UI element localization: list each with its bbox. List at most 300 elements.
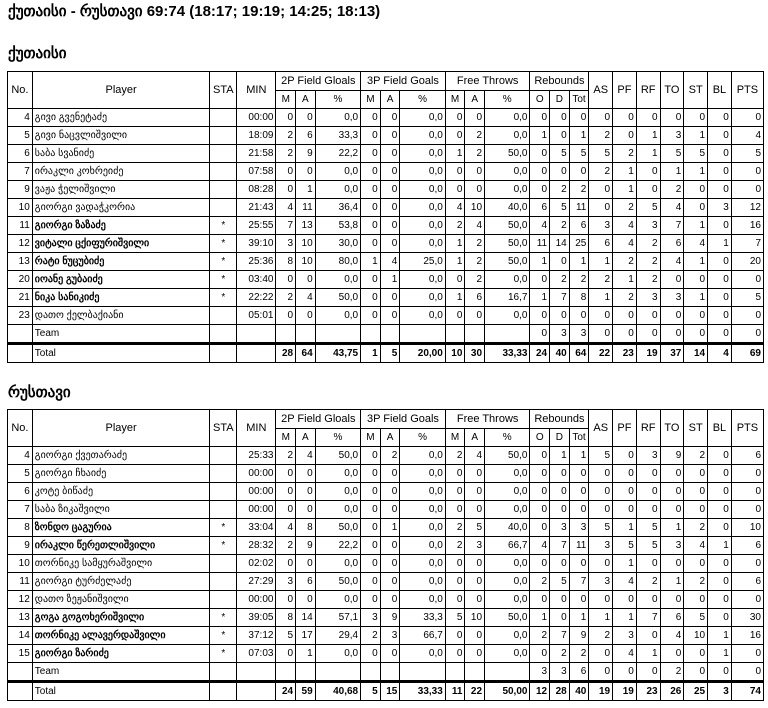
starter-mark: * xyxy=(210,271,237,289)
cell-3p-pct: 20,00 xyxy=(400,344,445,363)
cell-2p-a: 1 xyxy=(296,645,316,663)
cell-ft-m: 1 xyxy=(445,253,465,271)
cell-ft-a: 0 xyxy=(465,465,485,483)
cell-ft-a: 10 xyxy=(465,609,485,627)
player-row xyxy=(8,501,764,519)
cell-st: 0 xyxy=(684,181,708,199)
cell-st: 4 xyxy=(684,235,708,253)
cell-2p-a: 9 xyxy=(296,537,316,555)
cell-reb-tot: 0 xyxy=(569,109,589,127)
cell-2p-a: 6 xyxy=(296,573,316,591)
cell-bl: 0 xyxy=(708,483,732,501)
table-body xyxy=(8,447,764,701)
cell-reb-d: 7 xyxy=(550,289,570,307)
cell-2p-pct: 29,4 xyxy=(315,627,360,645)
cell-pts: 6 xyxy=(731,573,763,591)
cell-3p-a: 0 xyxy=(380,483,400,501)
col-as: AS xyxy=(589,410,613,447)
cell-as: 22 xyxy=(589,344,613,363)
cell-pts: 16 xyxy=(731,217,763,235)
player-name: ირაკლი წერეთლიშვილი xyxy=(32,537,210,555)
cell-2p-pct: 0,0 xyxy=(315,271,360,289)
cell-ft-a: 0 xyxy=(465,181,485,199)
cell-3p-pct: 0,0 xyxy=(400,289,445,307)
cell-2p-m: 8 xyxy=(276,253,296,271)
cell-to: 4 xyxy=(660,627,684,645)
player-row xyxy=(8,199,764,217)
player-name: თორნიკე ალავერდაშვილი xyxy=(32,627,210,645)
cell-reb-d: 0 xyxy=(550,483,570,501)
cell-ft-m: 0 xyxy=(445,181,465,199)
player-name: ირაკლი კოხრეიძე xyxy=(32,163,210,181)
cell-3p-a: 2 xyxy=(380,447,400,465)
starter-mark xyxy=(210,465,237,483)
cell-2p-a: 0 xyxy=(296,483,316,501)
player-row xyxy=(8,555,764,573)
cell-reb-d: 3 xyxy=(550,663,570,682)
cell-3p-a xyxy=(380,663,400,682)
sub-ft-a: A xyxy=(465,91,485,109)
player-name: ვაჟა ჭელიშვილი xyxy=(32,181,210,199)
cell-reb-tot: 6 xyxy=(569,663,589,682)
cell-pf: 0 xyxy=(613,663,637,682)
team-title-away: რუსთავი xyxy=(8,384,71,401)
cell-2p-m: 3 xyxy=(276,235,296,253)
col-2p: 2P Field Gloals xyxy=(276,410,361,429)
cell-bl: 0 xyxy=(708,609,732,627)
player-row xyxy=(8,253,764,271)
cell-ft-m: 2 xyxy=(445,537,465,555)
cell-reb-o: 0 xyxy=(530,483,550,501)
col-pts: PTS xyxy=(731,72,763,109)
col-to: TO xyxy=(660,410,684,447)
cell-min xyxy=(237,682,276,701)
cell-min xyxy=(237,344,276,363)
cell-ft-pct: 50,0 xyxy=(485,447,530,465)
cell-reb-o: 0 xyxy=(530,465,550,483)
cell-bl: 3 xyxy=(708,682,732,701)
cell-ft-a: 10 xyxy=(465,199,485,217)
cell-3p-a: 0 xyxy=(380,465,400,483)
cell-pf: 0 xyxy=(613,325,637,344)
cell-rf: 0 xyxy=(636,109,660,127)
cell-as: 3 xyxy=(589,217,613,235)
cell-bl: 1 xyxy=(708,235,732,253)
player-name: ვიტალი ცქიფურიშვილი xyxy=(32,235,210,253)
cell-2p-a: 6 xyxy=(296,127,316,145)
player-number: 6 xyxy=(8,483,33,501)
team-title-home: ქუთაისი xyxy=(8,45,67,62)
sub-3p-pct: % xyxy=(400,429,445,447)
player-row xyxy=(8,465,764,483)
cell-min: 07:58 xyxy=(237,163,276,181)
cell-st: 4 xyxy=(684,537,708,555)
cell-3p-pct: 0,0 xyxy=(400,483,445,501)
player-number: 10 xyxy=(8,199,33,217)
cell-2p-m: 0 xyxy=(276,501,296,519)
player-number: 5 xyxy=(8,127,33,145)
cell-3p-pct: 0,0 xyxy=(400,181,445,199)
cell-reb-o: 0 xyxy=(530,145,550,163)
cell-min xyxy=(237,325,276,344)
cell-bl: 0 xyxy=(708,591,732,609)
cell-reb-tot: 11 xyxy=(569,199,589,217)
col-no: No. xyxy=(8,72,33,109)
cell-2p-pct: 22,2 xyxy=(315,145,360,163)
cell-2p-m: 7 xyxy=(276,217,296,235)
sub-3p-m: M xyxy=(361,91,381,109)
cell-ft-m: 4 xyxy=(445,199,465,217)
cell-as: 6 xyxy=(589,235,613,253)
cell-2p-m: 0 xyxy=(276,181,296,199)
cell-st: 2 xyxy=(684,573,708,591)
starter-mark xyxy=(210,483,237,501)
cell-2p-a: 0 xyxy=(296,307,316,325)
starter-mark: * xyxy=(210,645,237,663)
starter-mark xyxy=(210,344,237,363)
cell-rf: 0 xyxy=(636,555,660,573)
starter-mark xyxy=(210,199,237,217)
cell-2p-m: 3 xyxy=(276,573,296,591)
cell-as: 5 xyxy=(589,519,613,537)
cell-3p-pct: 0,0 xyxy=(400,235,445,253)
cell-reb-tot: 11 xyxy=(569,537,589,555)
cell-ft-pct: 40,0 xyxy=(485,519,530,537)
cell-st: 5 xyxy=(684,609,708,627)
cell-reb-tot: 1 xyxy=(569,609,589,627)
cell-2p-pct: 57,1 xyxy=(315,609,360,627)
cell-reb-o: 0 xyxy=(530,555,550,573)
cell-pts: 0 xyxy=(731,109,763,127)
cell-st: 2 xyxy=(684,519,708,537)
cell-reb-o: 11 xyxy=(530,235,550,253)
cell-reb-d: 2 xyxy=(550,271,570,289)
cell-reb-o: 0 xyxy=(530,109,550,127)
cell-reb-o: 1 xyxy=(530,253,550,271)
sub-ft-m: M xyxy=(445,429,465,447)
cell-pts: 0 xyxy=(731,663,763,682)
cell-rf: 5 xyxy=(636,199,660,217)
cell-to: 0 xyxy=(660,465,684,483)
cell-ft-a: 0 xyxy=(465,645,485,663)
cell-st: 1 xyxy=(684,127,708,145)
cell-st: 14 xyxy=(684,344,708,363)
cell-bl: 4 xyxy=(708,344,732,363)
cell-pts: 6 xyxy=(731,537,763,555)
cell-3p-a: 0 xyxy=(380,501,400,519)
cell-pts: 0 xyxy=(731,465,763,483)
cell-rf: 2 xyxy=(636,235,660,253)
cell-to: 5 xyxy=(660,145,684,163)
cell-to: 2 xyxy=(660,181,684,199)
cell-2p-m: 5 xyxy=(276,627,296,645)
cell-ft-m: 0 xyxy=(445,109,465,127)
cell-2p-m: 2 xyxy=(276,289,296,307)
cell-bl: 0 xyxy=(708,307,732,325)
cell-ft-pct: 50,00 xyxy=(485,682,530,701)
cell-pts: 12 xyxy=(731,199,763,217)
cell-rf: 0 xyxy=(636,627,660,645)
cell-reb-o: 0 xyxy=(530,271,550,289)
cell-pf: 4 xyxy=(613,217,637,235)
cell-ft-m xyxy=(445,325,465,344)
cell-reb-o: 0 xyxy=(530,447,550,465)
cell-pts: 6 xyxy=(731,447,763,465)
cell-2p-m: 0 xyxy=(276,555,296,573)
cell-3p-m xyxy=(361,325,381,344)
cell-pts: 0 xyxy=(731,163,763,181)
player-row xyxy=(8,181,764,199)
cell-ft-m: 0 xyxy=(445,501,465,519)
cell-3p-pct: 0,0 xyxy=(400,127,445,145)
page-title: ქუთაისი - რუსთავი 69:74 (18:17; 19:19; 14:25; 18:13) xyxy=(8,3,381,20)
cell-pts: 4 xyxy=(731,127,763,145)
cell-2p-a: 64 xyxy=(296,344,316,363)
cell-rf: 2 xyxy=(636,271,660,289)
cell-3p-a: 0 xyxy=(380,217,400,235)
cell-to: 7 xyxy=(660,217,684,235)
cell-reb-tot: 0 xyxy=(569,555,589,573)
cell-2p-pct: 22,2 xyxy=(315,537,360,555)
cell-ft-m: 0 xyxy=(445,465,465,483)
cell-2p-m: 4 xyxy=(276,519,296,537)
cell-bl: 0 xyxy=(708,325,732,344)
cell-reb-o: 0 xyxy=(530,325,550,344)
cell-reb-d: 0 xyxy=(550,253,570,271)
cell-as: 19 xyxy=(589,682,613,701)
cell-reb-o: 2 xyxy=(530,627,550,645)
cell-reb-o: 4 xyxy=(530,537,550,555)
cell-ft-a: 22 xyxy=(465,682,485,701)
cell-3p-m: 0 xyxy=(361,483,381,501)
starter-mark: * xyxy=(210,519,237,537)
starter-mark xyxy=(210,127,237,145)
starter-mark: * xyxy=(210,537,237,555)
col-3p: 3P Field Goals xyxy=(361,410,446,429)
cell-ft-pct: 0,0 xyxy=(485,127,530,145)
cell-3p-m: 0 xyxy=(361,501,381,519)
player-number: 10 xyxy=(8,555,33,573)
player-row xyxy=(8,289,764,307)
sub-2p-a: A xyxy=(296,429,316,447)
cell-reb-tot: 25 xyxy=(569,235,589,253)
cell-pts: 0 xyxy=(731,483,763,501)
cell-2p-pct xyxy=(315,663,360,682)
cell-3p-m: 2 xyxy=(361,627,381,645)
cell-3p-a: 0 xyxy=(380,307,400,325)
team-row xyxy=(8,663,764,682)
cell-3p-a: 3 xyxy=(380,627,400,645)
cell-bl: 0 xyxy=(708,163,732,181)
sub-ft-m: M xyxy=(445,91,465,109)
cell-reb-o: 24 xyxy=(530,344,550,363)
cell-3p-pct: 0,0 xyxy=(400,199,445,217)
cell-ft-a: 2 xyxy=(465,127,485,145)
col-reb: Rebounds xyxy=(530,72,589,91)
row-label: Team xyxy=(32,325,210,344)
starter-mark: * xyxy=(210,289,237,307)
cell-ft-pct: 0,0 xyxy=(485,591,530,609)
player-number: 23 xyxy=(8,307,33,325)
col-to: TO xyxy=(660,72,684,109)
cell-reb-o: 1 xyxy=(530,127,550,145)
player-row xyxy=(8,573,764,591)
cell-reb-tot: 2 xyxy=(569,181,589,199)
cell-as: 0 xyxy=(589,325,613,344)
player-name: გიორგი ზარიძე xyxy=(32,645,210,663)
player-name: ზონდო ცაგურია xyxy=(32,519,210,537)
cell-2p-pct: 53,8 xyxy=(315,217,360,235)
cell-3p-m: 1 xyxy=(361,253,381,271)
cell-2p-pct: 0,0 xyxy=(315,307,360,325)
cell-as: 0 xyxy=(589,501,613,519)
starter-mark xyxy=(210,682,237,701)
cell-3p-m: 5 xyxy=(361,682,381,701)
cell-pf: 4 xyxy=(613,645,637,663)
cell-3p-a: 0 xyxy=(380,591,400,609)
cell-pts: 0 xyxy=(731,555,763,573)
cell-to: 4 xyxy=(660,253,684,271)
cell-ft-pct: 0,0 xyxy=(485,501,530,519)
cell-ft-m: 5 xyxy=(445,609,465,627)
player-number: 15 xyxy=(8,645,33,663)
player-number: 21 xyxy=(8,289,33,307)
cell-min: 00:00 xyxy=(237,483,276,501)
cell-reb-tot: 2 xyxy=(569,645,589,663)
cell-reb-o: 0 xyxy=(530,645,550,663)
cell-pf: 1 xyxy=(613,555,637,573)
cell-ft-m: 2 xyxy=(445,519,465,537)
cell-ft-pct: 0,0 xyxy=(485,465,530,483)
col-min: MIN xyxy=(237,410,276,447)
cell-bl: 0 xyxy=(708,663,732,682)
cell-pf: 0 xyxy=(613,591,637,609)
cell-reb-d: 7 xyxy=(550,627,570,645)
cell-min: 00:00 xyxy=(237,109,276,127)
cell-pf: 4 xyxy=(613,573,637,591)
cell-2p-m: 0 xyxy=(276,163,296,181)
cell-2p-pct: 30,0 xyxy=(315,235,360,253)
cell-rf: 0 xyxy=(636,307,660,325)
cell-reb-d: 0 xyxy=(550,307,570,325)
cell-2p-m: 0 xyxy=(276,109,296,127)
cell-to: 3 xyxy=(660,537,684,555)
cell-to: 0 xyxy=(660,483,684,501)
cell-3p-pct: 0,0 xyxy=(400,537,445,555)
cell-2p-a: 4 xyxy=(296,289,316,307)
cell-ft-m: 1 xyxy=(445,235,465,253)
cell-to: 3 xyxy=(660,127,684,145)
sub-3p-a: A xyxy=(380,429,400,447)
player-row xyxy=(8,163,764,181)
cell-rf: 0 xyxy=(636,501,660,519)
cell-min: 37:12 xyxy=(237,627,276,645)
col-rf: RF xyxy=(636,410,660,447)
cell-st: 0 xyxy=(684,591,708,609)
cell-3p-a: 0 xyxy=(380,163,400,181)
cell-bl: 0 xyxy=(708,447,732,465)
cell-ft-pct: 0,0 xyxy=(485,109,530,127)
cell-pf: 0 xyxy=(613,109,637,127)
cell-ft-a: 5 xyxy=(465,519,485,537)
cell-reb-d: 14 xyxy=(550,235,570,253)
sub-reb-o: O xyxy=(530,429,550,447)
cell-2p-a: 14 xyxy=(296,609,316,627)
cell-to: 1 xyxy=(660,573,684,591)
sub-2p-m: M xyxy=(276,429,296,447)
cell-to: 9 xyxy=(660,447,684,465)
cell-2p-pct: 0,0 xyxy=(315,465,360,483)
cell-reb-o: 4 xyxy=(530,217,550,235)
cell-st: 0 xyxy=(684,483,708,501)
cell-2p-pct: 0,0 xyxy=(315,483,360,501)
cell-rf: 5 xyxy=(636,537,660,555)
cell-pts: 0 xyxy=(731,271,763,289)
cell-3p-a: 0 xyxy=(380,645,400,663)
col-reb: Rebounds xyxy=(530,410,589,429)
player-row xyxy=(8,447,764,465)
cell-2p-a: 10 xyxy=(296,235,316,253)
cell-rf: 0 xyxy=(636,483,660,501)
cell-as: 0 xyxy=(589,483,613,501)
cell-ft-pct: 0,0 xyxy=(485,627,530,645)
player-number: 7 xyxy=(8,163,33,181)
cell-min: 02:02 xyxy=(237,555,276,573)
table-header xyxy=(8,410,764,447)
cell-ft-m: 2 xyxy=(445,217,465,235)
cell-reb-d: 5 xyxy=(550,573,570,591)
cell-rf: 2 xyxy=(636,573,660,591)
cell-3p-pct: 0,0 xyxy=(400,645,445,663)
cell-rf: 0 xyxy=(636,181,660,199)
cell-reb-tot: 0 xyxy=(569,465,589,483)
cell-to: 26 xyxy=(660,682,684,701)
cell-3p-a: 0 xyxy=(380,289,400,307)
row-label: Total xyxy=(32,682,210,701)
player-name: დათო ქელბაქიანი xyxy=(32,307,210,325)
cell-pts: 0 xyxy=(731,501,763,519)
cell-ft-m: 0 xyxy=(445,573,465,591)
cell-st: 0 xyxy=(684,109,708,127)
cell-as: 0 xyxy=(589,181,613,199)
row-number xyxy=(8,325,33,344)
player-number: 13 xyxy=(8,253,33,271)
cell-bl: 0 xyxy=(708,271,732,289)
cell-bl: 0 xyxy=(708,573,732,591)
cell-bl: 0 xyxy=(708,109,732,127)
cell-pf: 23 xyxy=(613,344,637,363)
cell-pf: 0 xyxy=(613,501,637,519)
cell-bl: 0 xyxy=(708,181,732,199)
sub-3p-pct: % xyxy=(400,91,445,109)
cell-2p-pct: 0,0 xyxy=(315,591,360,609)
col-sta: STA xyxy=(210,72,237,109)
cell-min: 07:03 xyxy=(237,645,276,663)
cell-rf: 3 xyxy=(636,217,660,235)
cell-ft-a xyxy=(465,663,485,682)
cell-ft-pct: 0,0 xyxy=(485,645,530,663)
player-row xyxy=(8,519,764,537)
cell-reb-d: 0 xyxy=(550,555,570,573)
away-box-score-table xyxy=(7,409,764,701)
row-number xyxy=(8,682,33,701)
cell-3p-pct: 0,0 xyxy=(400,573,445,591)
row-label: Total xyxy=(32,344,210,363)
cell-to: 1 xyxy=(660,163,684,181)
cell-st: 0 xyxy=(684,325,708,344)
cell-ft-pct: 0,0 xyxy=(485,307,530,325)
cell-2p-pct: 0,0 xyxy=(315,645,360,663)
